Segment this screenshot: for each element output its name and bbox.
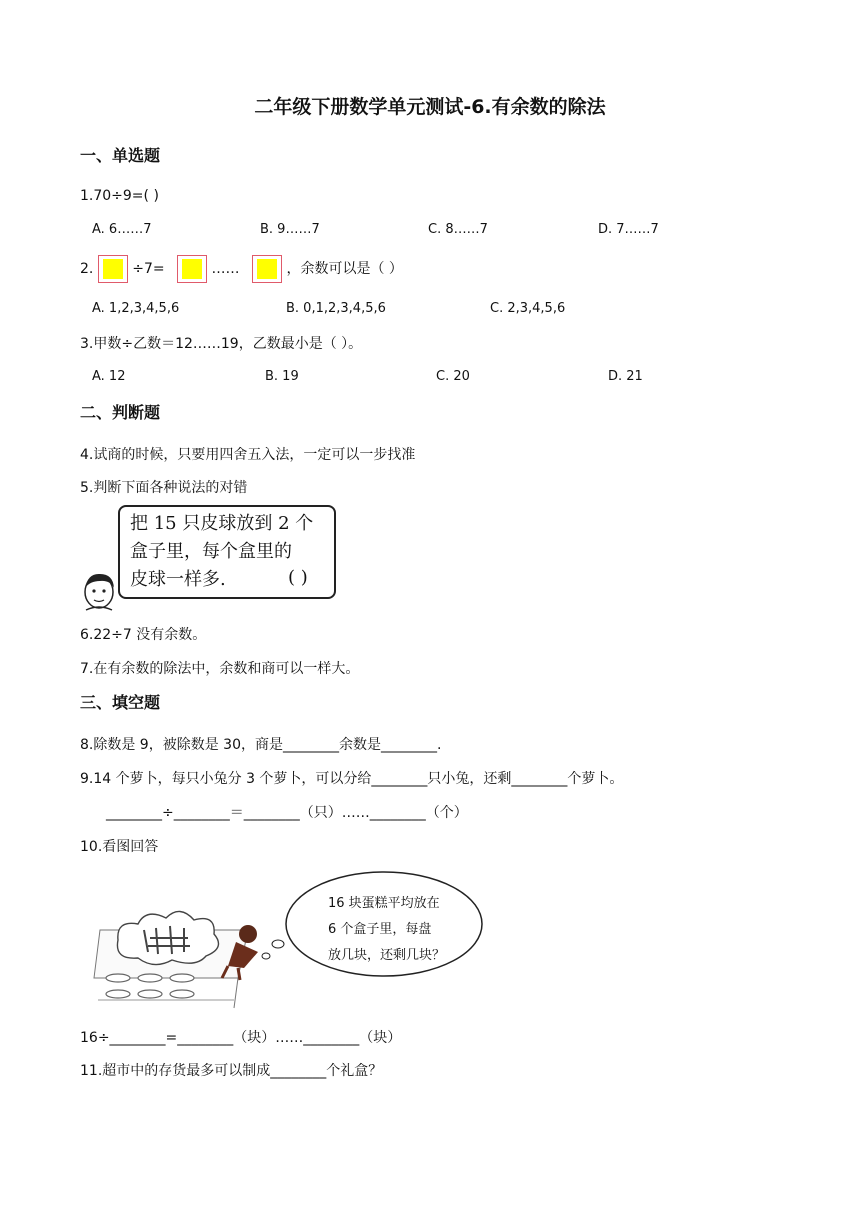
yellow-box-icon [98,255,128,283]
yellow-box-icon [252,255,282,283]
q2-option-a[interactable]: A. 1,2,3,4,5,6 [92,301,180,316]
bubble-line-1: 把 15 只皮球放到 2 个 [130,513,314,534]
bubble-line-3: 皮球一样多. [130,569,226,590]
boy-face-icon [80,570,120,612]
page-title: 二年级下册数学单元测试-6.有余数的除法 [254,96,606,118]
q2-option-b[interactable]: B. 0,1,2,3,4,5,6 [286,301,386,316]
answer-parentheses[interactable]: ( ) [288,567,308,588]
question-9-equation: ________÷________＝________（只）……________（个） [106,805,468,821]
section-heading-single-choice: 一、单选题 [80,146,161,165]
q1-option-c[interactable]: C. 8……7 [428,222,488,237]
question-11: 11.超市中的存货最多可以制成________个礼盒？ [80,1063,383,1079]
question-7: 7.在有余数的除法中，余数和商可以一样大。 [80,661,360,677]
thought-line-2: 6 个盒子里，每盘 [328,922,432,937]
question-10-equation: 16÷________=________（块）……________（块） [80,1030,402,1046]
q2-option-c[interactable]: C. 2,3,4,5,6 [490,301,566,316]
question-10: 10.看图回答 [80,839,159,855]
question-2 [80,255,403,283]
thought-bubble-text [328,891,445,969]
q1-option-b[interactable]: B. 9……7 [260,222,320,237]
q3-option-a[interactable]: A. 12 [92,369,126,384]
question-3: 3.甲数÷乙数＝12……19，乙数最小是（ ）。 [80,336,363,352]
yellow-box-icon [177,255,207,283]
thought-line-1: 16 块蛋糕平均放在 [328,896,440,911]
q2-dots: …… [211,261,240,277]
q1-option-a[interactable]: A. 6……7 [92,222,152,237]
question-8: 8.除数是 9，被除数是 30，商是________余数是________. [80,737,442,753]
section-heading-true-false: 二、判断题 [80,403,161,422]
q2-number: 2. [80,261,94,277]
q1-option-d[interactable]: D. 7……7 [598,222,659,237]
bubble-line-2: 盒子里，每个盒里的 [130,541,292,562]
q3-option-d[interactable]: D. 21 [608,369,643,384]
question-9: 9.14 个萝卜，每只小兔分 3 个萝卜，可以分给________只小兔，还剩________个萝卜。 [80,771,624,787]
speech-bubble-q5 [118,505,336,599]
section-heading-fill-blank: 三、填空题 [80,693,161,712]
question-6: 6.22÷7 没有余数。 [80,627,207,643]
question-1: 1.70÷9=( ) [80,188,159,204]
thought-line-3: 放几块，还剩几块？ [328,948,446,963]
q3-option-c[interactable]: C. 20 [436,369,470,384]
q2-divide: ÷7= [132,261,165,277]
q3-option-b[interactable]: B. 19 [265,369,299,384]
question-5: 5.判断下面各种说法的对错 [80,480,248,496]
question-4: 4.试商的时候，只要用四舍五入法，一定可以一步找准 [80,447,416,463]
q2-tail: ，余数可以是（ ） [286,261,403,277]
